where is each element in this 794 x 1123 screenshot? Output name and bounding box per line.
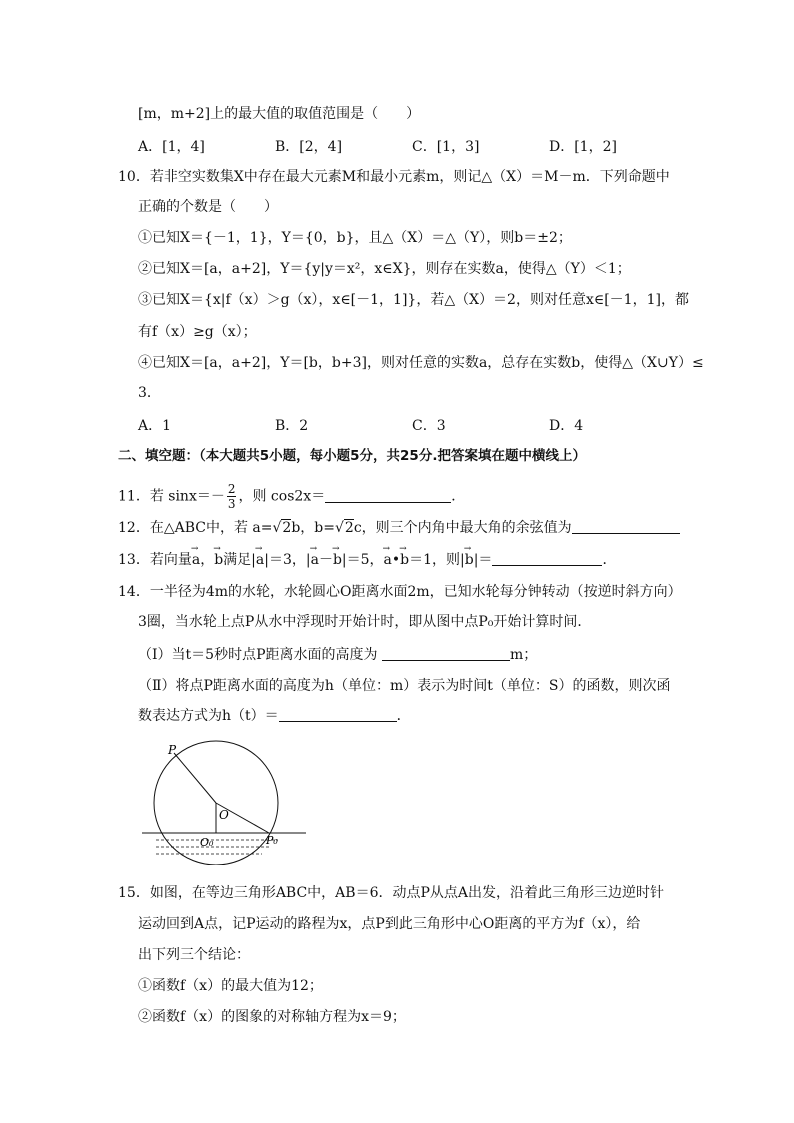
- q15-item-2: ②函数f（x）的图象的对称轴方程为x＝9；: [138, 1009, 406, 1025]
- q10-option-d[interactable]: D．4: [549, 418, 584, 434]
- q14-part-2-line2: [138, 706, 411, 726]
- q11-prefix: 11．若 sinx＝－: [118, 488, 225, 505]
- q13: [118, 550, 616, 570]
- q12-prefix: 12．在△ABC中，若 a=: [118, 520, 273, 536]
- q14-part-1: [138, 645, 537, 665]
- q10-item-3-line1: ③已知X＝{x|f（x）＞g（x），x∈[－1，1]}，若△（X）＝2，则对任意x∈[－1，1]，都: [138, 292, 689, 308]
- q13-text-4: |＝3，|: [264, 552, 311, 568]
- q13-text-7: ＝1，则|: [409, 552, 465, 568]
- q14-part-1-prefix: （Ⅰ）当t＝5秒时点P距离水面的高度为: [138, 647, 378, 663]
- q11-frac-den: 3: [227, 497, 236, 511]
- label-O0: O₀: [200, 836, 214, 849]
- water-wheel-figure: [130, 735, 330, 865]
- q14-stem-line2: 3圈，当水轮上点P从水中浮现时开始计时，即从图中点P₀开始计算时间．: [138, 614, 592, 630]
- q14-part-1-suffix: m；: [509, 647, 538, 663]
- q10-option-a[interactable]: A．1: [138, 418, 172, 434]
- q12-answer-blank[interactable]: [572, 519, 680, 534]
- q12-sqrt-1: 2: [282, 520, 292, 536]
- vector-a: → a: [192, 550, 200, 570]
- q10-item-4-line2: 3．: [138, 385, 161, 401]
- q12-mid-1: b，b=: [291, 520, 335, 536]
- q13-end: ．: [602, 552, 617, 568]
- q9-stem-tail: [m，m+2]上的最大值的取值范围是（ ）: [138, 106, 421, 122]
- q13-text-1: 13．若向量: [118, 552, 192, 568]
- q9-option-c[interactable]: C．[1，3]: [412, 139, 480, 155]
- dot-product-symbol: •: [391, 552, 401, 568]
- q15-item-1: ①函数f（x）的最大值为12；: [138, 978, 323, 994]
- vector-a: → a: [311, 550, 319, 570]
- q15-stem-line2: 运动回到A点，记P运动的路程为x，点P到此三角形中心O距离的平方为f（x），给: [138, 916, 641, 932]
- q11-middle: ，则 cos2x＝: [238, 488, 326, 505]
- q10-item-4-line1: ④已知X＝[a，a+2]，Y＝[b，b+3]，则对任意的实数a，总存在实数b，使得△（X∪Y）≤: [138, 355, 704, 371]
- label-P: P: [168, 743, 177, 757]
- q14-part-2-suffix: ．: [396, 708, 411, 724]
- vector-b: → b: [214, 550, 223, 570]
- q14-part-2-prefix: 数表达方式为h（t）＝: [138, 708, 279, 724]
- q13-text-2: ，: [200, 552, 215, 568]
- q10-option-b[interactable]: B．2: [275, 418, 309, 434]
- section-2-heading: 二、填空题：（本大题共5小题，每小题5分，共25分.把答案填在题中横线上）: [118, 448, 586, 464]
- q10-item-3-line2: 有f（x）≥g（x）；: [138, 324, 257, 340]
- q13-text-3: 满足|: [223, 552, 256, 568]
- q12: 12．在△ABC中，若 a=√2b，b=√2c，则三个内角中最大角的余弦值为: [118, 518, 680, 538]
- q11-answer-blank[interactable]: [325, 488, 451, 503]
- q10-option-c[interactable]: C．3: [412, 418, 446, 434]
- q15-stem-line3: 出下列三个结论：: [138, 947, 250, 963]
- q13-answer-blank[interactable]: [492, 551, 602, 566]
- vector-b: → b: [400, 550, 409, 570]
- q15-stem-line1: 15．如图，在等边三角形ABC中，AB＝6．动点P从点A出发，沿着此三角形三边逆时针: [118, 885, 665, 901]
- q13-text-8: |＝: [473, 552, 493, 568]
- q12-mid-2: c，则三个内角中最大角的余弦值为: [353, 520, 572, 536]
- q11: [118, 482, 465, 511]
- q9-options: [138, 136, 698, 156]
- q11-frac-num: 2: [227, 482, 236, 496]
- q10-stem-line2: 正确的个数是（ ）: [138, 199, 278, 215]
- q14-part-2-blank[interactable]: [279, 707, 397, 722]
- q14-part-2-line1: （Ⅱ）将点P距离水面的高度为h（单位：m）表示为时间t（单位：S）的函数，则次函: [138, 678, 671, 694]
- q11-end: ．: [451, 488, 466, 505]
- vector-a: → a: [256, 550, 264, 570]
- q14-part-1-blank[interactable]: [382, 646, 510, 661]
- vector-b: → b: [465, 550, 474, 570]
- radius-O-P: [174, 753, 216, 803]
- label-P0: P₀: [266, 834, 278, 847]
- q9-option-b[interactable]: B．[2，4]: [275, 139, 343, 155]
- q13-text-5: －: [318, 552, 333, 568]
- q10-stem-line1: 10．若非空实数集X中存在最大元素M和最小元素m，则记△（X）＝M－m．下列命题中: [118, 169, 670, 185]
- q13-text-6: |＝5，: [341, 552, 384, 568]
- q10-options: [138, 415, 698, 435]
- q14-stem-line1: 14．一半径为4m的水轮，水轮圆心O距离水面2m，已知水轮每分钟转动（按逆时斜方向）: [118, 584, 682, 600]
- vector-b: → b: [333, 550, 342, 570]
- q10-item-1: ①已知X＝{－1，1}，Y＝{0，b}，且△（X）＝△（Y），则b＝±2；: [138, 230, 572, 246]
- q9-option-a[interactable]: A．[1，4]: [138, 139, 205, 155]
- vector-a: → a: [384, 550, 392, 570]
- q11-fraction: [227, 482, 237, 511]
- label-O: O: [219, 808, 229, 822]
- q12-sqrt-2: 2: [344, 520, 354, 536]
- q10-item-2: ②已知X＝[a，a+2]，Y＝{y|y＝x²，x∈X}，则存在实数a，使得△（Y）＜1；: [138, 261, 631, 277]
- q9-option-d[interactable]: D．[1，2]: [549, 139, 617, 155]
